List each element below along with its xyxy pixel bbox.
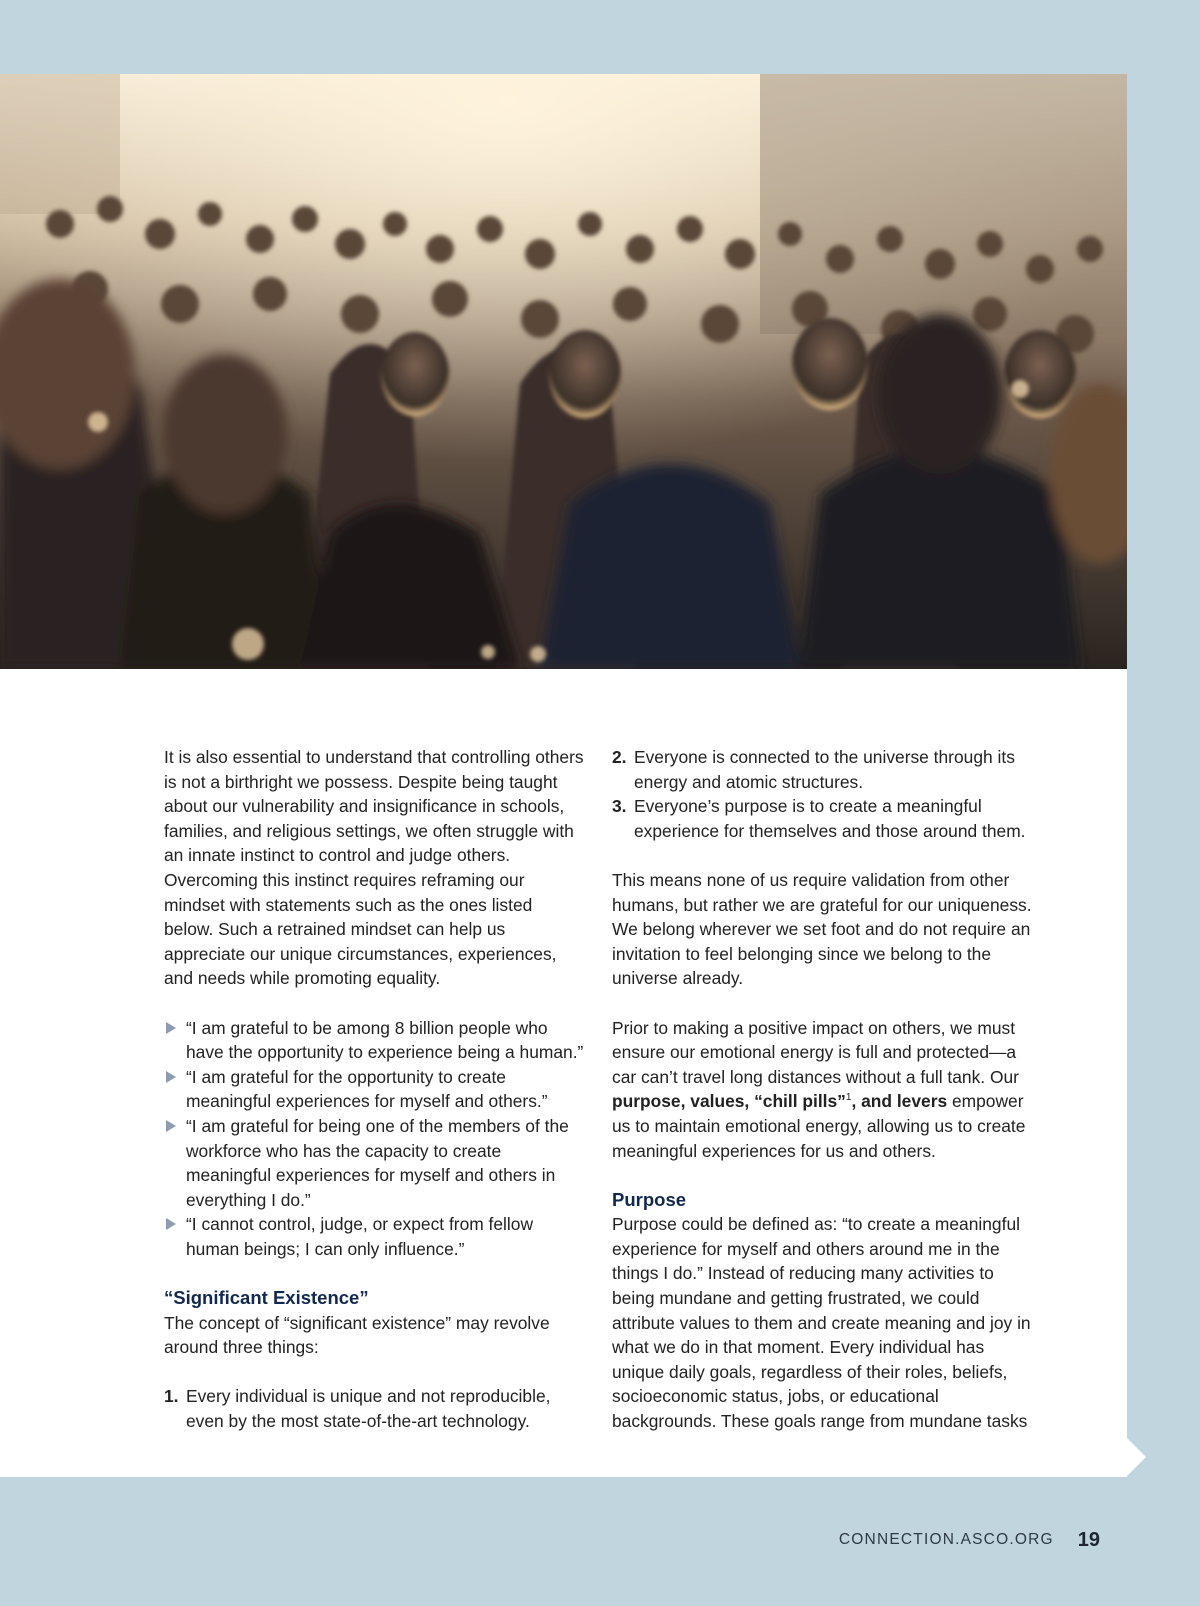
list-item: “I cannot control, judge, or expect from fellow human beings; I can only influence.”: [164, 1212, 584, 1261]
significant-existence-list-continued: [612, 745, 1032, 843]
significant-existence-intro: The concept of “significant existence” may revolve around three things:: [164, 1312, 550, 1358]
list-item: 3. Everyone’s purpose is to create a meaningful experience for themselves and those around them.: [612, 796, 1026, 841]
page-notch: [1127, 1438, 1146, 1476]
list-item: “I am grateful for being one of the members of the workforce who has the capacity to create meaningful experiences for myself and others in everything I do.”: [164, 1114, 584, 1212]
emotional-energy-paragraph: Prior to making a positive impact on others, we must ensure our emotional energy is full and protected—a car can’t travel long distances without a full tank. Our purpose, values, “chill pills”$^1$, and levers empower us to maintain emotional energy, allowing us to create meaningful experiences for us and others.: [612, 1017, 1026, 1161]
triangle-bullet-icon: [166, 1071, 176, 1083]
triangle-bullet-icon: [166, 1120, 176, 1132]
list-item: 1. Every individual is unique and not reproducible, even by the most state-of-the-art technology.: [164, 1386, 551, 1432]
list-number: 3.: [612, 796, 627, 817]
triangle-bullet-icon: [166, 1218, 176, 1230]
list-item: “I am grateful to be among 8 billion people who have the opportunity to experience being a human.”: [164, 1016, 584, 1065]
list-item: “I am grateful for the opportunity to create meaningful experiences for myself and others.”: [164, 1065, 584, 1114]
footnote-marker: 1: [845, 1092, 852, 1104]
list-item: 2. Everyone is connected to the universe through its energy and atomic structures.: [612, 747, 1015, 792]
page-footer: [839, 1525, 1100, 1555]
list-number: 2.: [612, 747, 627, 767]
intro-paragraph: It is also essential to understand that controlling others is not a birthright we possess. Despite being taught about our vulnerability and insignificance in schools, families, and religious settings, we often struggle with an innate instinct to control and judge others. Overcoming this instinct requires reframing our mindset with statements such as the ones listed below. Such a retrained mindset can help us appreciate our unique circumstances, experiences, and needs while promoting equality.: [164, 747, 584, 989]
section-heading-significant-existence: “Significant Existence”: [164, 1287, 369, 1309]
purpose-paragraph: Purpose could be defined as: “to create a meaningful experience for myself and others around me in the things I do.” Instead of reducing many activities to being mundane and getting frustrated, we could attribute values to them and create meaning and joy in what we do in that moment. Every individual has unique daily goals, regardless of their roles, beliefs, socioeconomic status, jobs, or educational backgrounds. These goals range from mundane tasks: [612, 1214, 1031, 1432]
list-number: 1.: [164, 1386, 179, 1407]
website-url[interactable]: CONNECTION.ASCO.ORG: [838, 1531, 1054, 1548]
left-column: [164, 745, 584, 1458]
gratitude-statements-list: [164, 1016, 584, 1262]
triangle-bullet-icon: [166, 1022, 176, 1034]
significant-existence-list: [164, 1384, 584, 1433]
section-heading-purpose: Purpose: [612, 1188, 687, 1210]
hero-photo: [0, 74, 1127, 669]
page-number: 19: [1077, 1528, 1100, 1551]
validation-paragraph: This means none of us require validation from other humans, but rather we are grateful for our uniqueness. We belong wherever we set foot and do not require an invitation to feel belonging since we belong to the universe already.: [612, 869, 1032, 989]
right-column: [612, 745, 1032, 1458]
